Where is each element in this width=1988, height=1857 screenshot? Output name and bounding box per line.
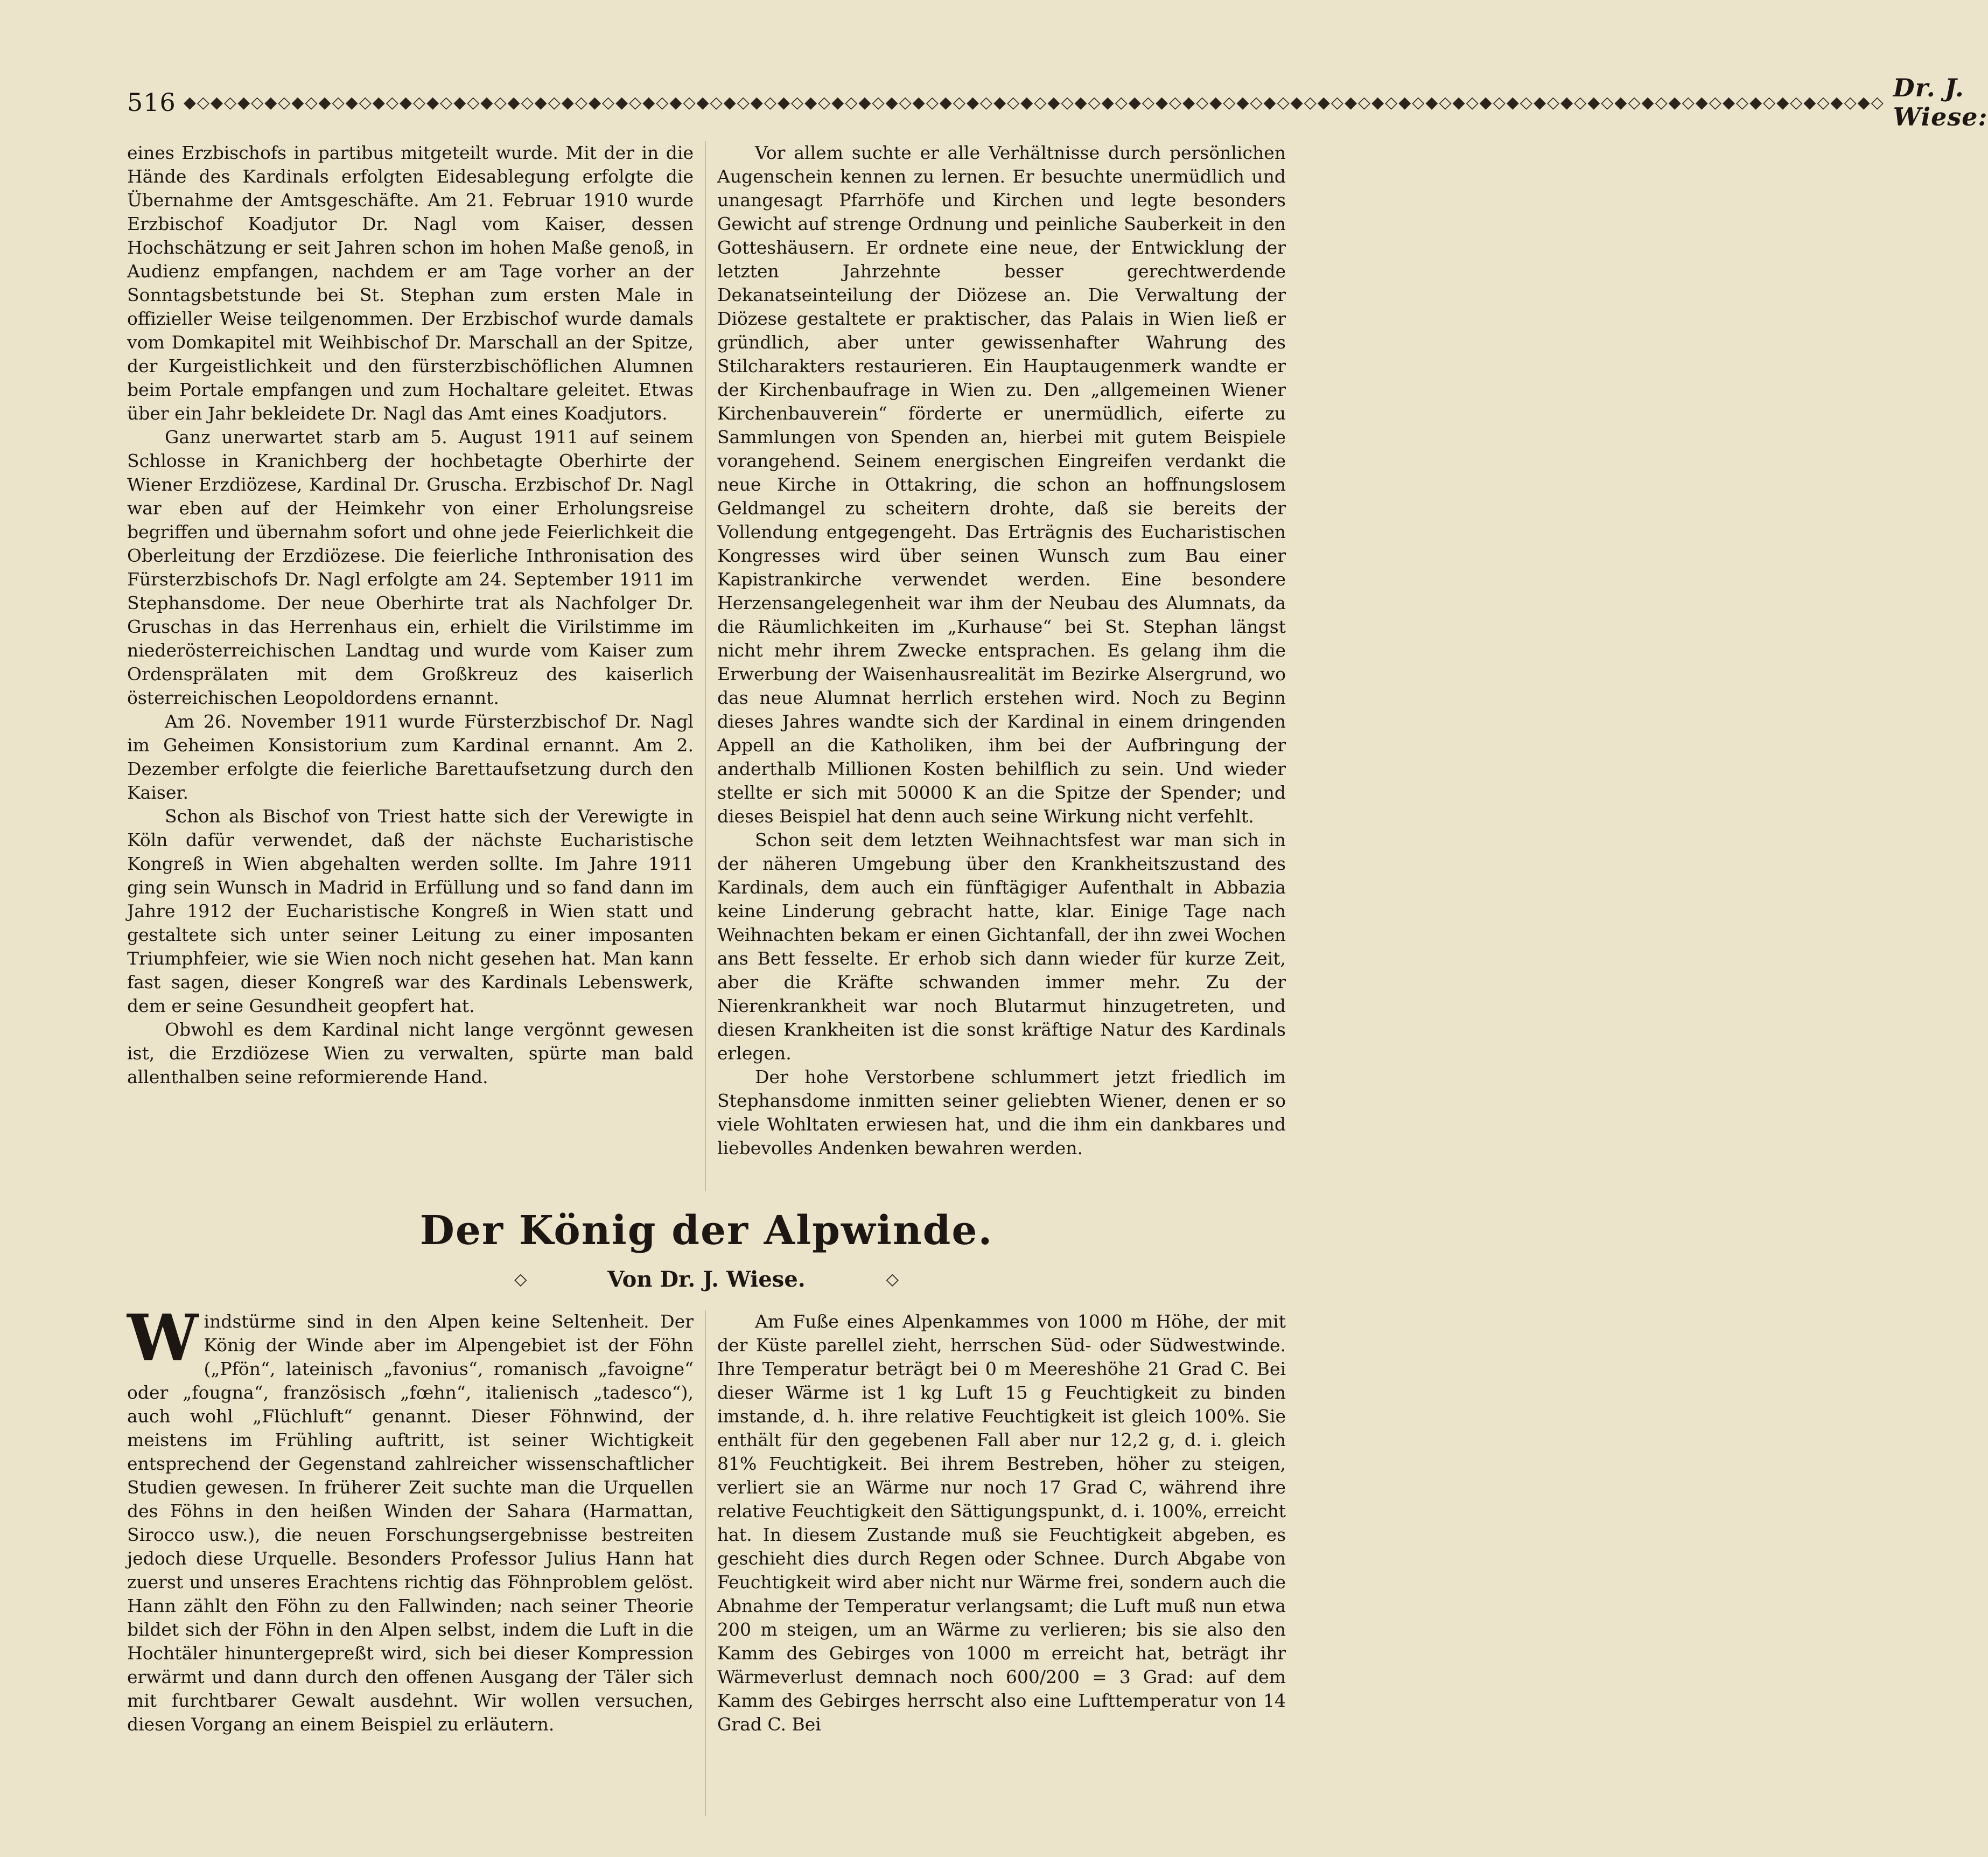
paragraph: Vor allem suchte er alle Verhältnisse durch persönlichen Augenschein kennen zu lernen. Er besuchte unermüdlich und unangesagt Pfarrhöfe und Kirchen und legte besonders Gewicht auf strenge Ordnung und peinliche Sauberkeit in den Gotteshäusern. Er ordnete eine neue, der Entwicklung der letzten Jahrzehnte besser gerechtwerdende Dekanatseinteilung der Diözese an. Die Verwaltung der Diözese gestaltete er praktischer, das Palais in Wien ließ er gründlich, aber unter gewissenhafter Wahrung des Stilcharakters restaurieren. Ein Hauptaugenmerk wandte er der Kirchenbaufrage in Wien zu. Den „allgemeinen Wiener Kirchenbauverein“ förderte er unermüdlich, eiferte zu Sammlungen von Spenden an, hierbei mit gutem Beispiele vorangehend. Seinem energischen Eingreifen verdankt die neue Kirche in Ottakring, die schon an hoffnungslosem Geldmangel zu scheitern drohte, daß sie bereits der Vollendung entgegengeht. Das Erträgnis des Eucharistischen Kongresses wird über seinen Wunsch zum Bau einer Kapistrankirche verwendet werden. Eine besondere Herzensangelegenheit war ihm der Neubau des Alumnats, da die Räumlichkeiten im „Kurhause“ bei St. Stephan längst nicht mehr ihrem Zwecke entsprachen. Es gelang ihm die Erwerbung der Waisenhausrealität im Bezirke Alsergrund, wo das neue Alumnat herrlich erstehen wird. Noch zu Beginn dieses Jahres wandte sich der Kardinal in einem dringenden Appell an die Katholiken, ihm bei der Aufbringung der anderthalb Millionen Kosten behilflich zu sein. Und wieder stellte er sich mit 50000 K an die Spitze der Spender; und dieses Beispiel hat denn auch seine Wirkung nicht verfehlt. <box>717 142 1286 827</box>
column-rule <box>705 141 706 1191</box>
paragraph <box>127 1300 694 1736</box>
byline <box>127 1267 1286 1292</box>
paragraph: Der hohe Verstorbene schlummert jetzt friedlich im Stephansdome inmitten seiner geliebten Wiener, denen er so viele Wohltaten erwiesen hat, und die ihm ein dankbares und liebevolles Andenken bewahren werden. <box>717 1066 1286 1158</box>
diamond-ornament: ◇ <box>514 1270 527 1289</box>
page-header <box>127 73 1988 131</box>
article1-left-column <box>127 141 694 1089</box>
running-head: Dr. J. Wiese: <box>1893 73 1988 131</box>
paragraph: Schon als Bischof von Triest hatte sich der Verewigte in Köln dafür verwendet, daß der nächste Eucharistische Kongreß in Wien abgehalten werden sollte. Im Jahre 1911 ging sein Wunsch in Madrid in Erfüllung und so fand dann im Jahre 1912 der Eucharistische Kongreß in Wien statt und gestaltete sich unter seiner Leitung zu einer imposanten Triumphfeier, wie sie Wien noch nicht gesehen hat. Man kann fast sagen, dieser Kongreß war des Kardinals Lebenswerk, dem er seine Gesundheit geopfert hat. <box>127 806 694 1016</box>
column-rule <box>705 1310 706 1816</box>
header-ornament: ◆◇◆◇◆◇◆◇◆◇◆◇◆◇◆◇◆◇◆◇◆◇◆◇◆◇◆◇◆◇◆◇◆◇◆◇◆◇◆◇◆◇◆◇◆◇◆◇◆◇◆◇◆◇◆◇◆◇◆◇◆◇◆◇◆◇◆◇◆◇◆◇◆◇◆◇◆◇◆◇◆◇◆◇◆◇◆◇◆◇◆◇◆◇◆◇◆◇◆◇◆◇◆◇◆◇◆◇◆◇◆◇◆◇◆◇◆◇◆◇◆◇◆◇◆◇ <box>183 93 1885 112</box>
article-title: Der König der Alpwinde. <box>419 1207 993 1254</box>
paragraph-text: indstürme sind in den Alpen keine Seltenheit. Der König der Winde aber im Alpengebiet ist der Föhn („Pfön“, lateinisch „favonius“, romanisch „favoigne“ oder „fougna“, französisch „fœhn“, italienisch „tadesco“), auch wohl „Flüchluft“ genannt. Dieser Föhnwind, der meistens im Frühling auftritt, ist seiner Wichtigkeit entsprechend der Gegenstand zahlreicher wissenschaftlicher Studien gewesen. In früherer Zeit suchte man die Urquellen des Föhns in den heißen Winden der Sahara (Harmattan, Sirocco usw.), die neuen Forschungsergebnisse bestreiten jedoch diese Urquelle. Besonders Professor Julius Hann hat zuerst und unseres Erachtens richtig das Föhnproblem gelöst. Hann zählt den Föhn zu den Fallwinden; nach seiner Theorie bildet sich der Föhn in den Alpen selbst, indem die Luft in die Hochtäler hinuntergepreßt wird, sich bei dieser Kompression erwärmt und dann durch den offenen Ausgang der Täler sich mit furchtbarer Gewalt ausdehnt. Wir wollen versuchen, diesen Vorgang an einem Beispiel zu erläutern. <box>127 1311 694 1735</box>
article1-right-column <box>717 141 1286 1160</box>
page-number: 516 <box>127 88 176 117</box>
paragraph: Am 26. November 1911 wurde Fürsterzbischof Dr. Nagl im Geheimen Konsistorium zum Kardinal ernannt. Am 2. Dezember erfolgte die feierliche Barettaufsetzung durch den Kaiser. <box>127 711 694 803</box>
paragraph: Am Fuße eines Alpenkammes von 1000 m Höhe, der mit der Küste parellel zieht, herrschen Süd- oder Südwestwinde. Ihre Temperatur beträgt bei 0 m Meereshöhe 21 Grad C. Bei dieser Wärme ist 1 kg Luft 15 g Feuchtigkeit zu binden imstande, d. h. ihre relative Feuchtigkeit ist gleich 100%. Sie enthält für den gegebenen Fall aber nur 12,2 g, d. i. gleich 81% Feuchtigkeit. Bei ihrem Bestreben, höher zu steigen, verliert sie an Wärme nur noch 17 Grad C, während ihre relative Feuchtigkeit den Sättigungspunkt, d. i. 100%, erreicht hat. In diesem Zustande muß sie Feuchtigkeit abgeben, es geschieht dies durch Regen oder Schnee. Durch Abgabe von Feuchtigkeit wird aber nicht nur Wärme frei, sondern auch die Abnahme der Temperatur verlangsamt; die Luft muß nun etwa 200 m steigen, um an Wärme zu verlieren; bis sie also den Kamm des Gebirges von 1000 m erreicht hat, beträgt ihr Wärmeverlust demnach noch 600/200 = 3 Grad: auf dem Kamm des Gebirges herrscht also eine Lufttemperatur von 14 Grad C. Bei <box>717 1311 1286 1735</box>
drop-cap: W <box>127 1300 199 1375</box>
article2-left-column <box>127 1300 694 1736</box>
paragraph: Schon seit dem letzten Weihnachtsfest war man sich in der näheren Umgebung über den Krankheitszustand des Kardinals, dem auch ein fünftägiger Aufenthalt in Abbazia keine Linderung gebracht hatte, klar. Einige Tage nach Weihnachten bekam er einen Gichtanfall, der ihn zwei Wochen ans Bett fesselte. Er erhob sich dann wieder für kurze Zeit, aber die Kräfte schwanden immer mehr. Zu der Nierenkrankheit war noch Blutarmut hinzugetreten, und diesen Krankheiten ist die sonst kräftige Natur des Kardinals erlegen. <box>717 829 1286 1064</box>
author-line: Von Dr. J. Wiese. <box>607 1267 806 1292</box>
paragraph: eines Erzbischofs in partibus mitgeteilt wurde. Mit der in die Hände des Kardinals erfolgten Eidesablegung erfolgte die Übernahme der Amtsgeschäfte. Am 21. Februar 1910 wurde Erzbischof Koadjutor Dr. Nagl vom Kaiser, dessen Hochschätzung er seit Jahren schon im hohen Maße genoß, in Audienz empfangen, nachdem er am Tage vorher an der Sonntagsbetstunde bei St. Stephan zum ersten Male in offizieller Weise teilgenommen. Der Erzbischof wurde damals vom Domkapitel mit Weihbischof Dr. Marschall an der Spitze, der Kurgeistlichkeit und den fürsterzbischöflichen Alumnen beim Portale empfangen und zum Hochaltare geleitet. Etwas über ein Jahr bekleidete Dr. Nagl das Amt eines Koadjutors. <box>127 142 694 424</box>
article2-right-column <box>717 1310 1286 1736</box>
paragraph: Obwohl es dem Kardinal nicht lange vergönnt gewesen ist, die Erzdiözese Wien zu verwalten, spürte man bald allenthalben seine reformierende Hand. <box>127 1019 694 1087</box>
diamond-ornament: ◇ <box>886 1270 899 1289</box>
paragraph: Ganz unerwartet starb am 5. August 1911 auf seinem Schlosse in Kranichberg der hochbetagte Oberhirte der Wiener Erzdiözese, Kardinal Dr. Gruscha. Erzbischof Dr. Nagl war eben auf der Heimkehr von einer Erholungsreise begriffen und übernahm sofort und ohne jede Feierlichkeit die Oberleitung der Erzdiözese. Die feierliche Inthronisation des Fürsterzbischofs Dr. Nagl erfolgte am 24. September 1911 im Stephansdome. Der neue Oberhirte trat als Nachfolger Dr. Gruschas in das Herrenhaus ein, erhielt die Virilstimme im niederösterreichischen Landtag und wurde vom Kaiser zum Ordensprälaten mit dem Großkreuz des kaiserlich österreichischen Leopoldordens ernannt. <box>127 427 694 708</box>
